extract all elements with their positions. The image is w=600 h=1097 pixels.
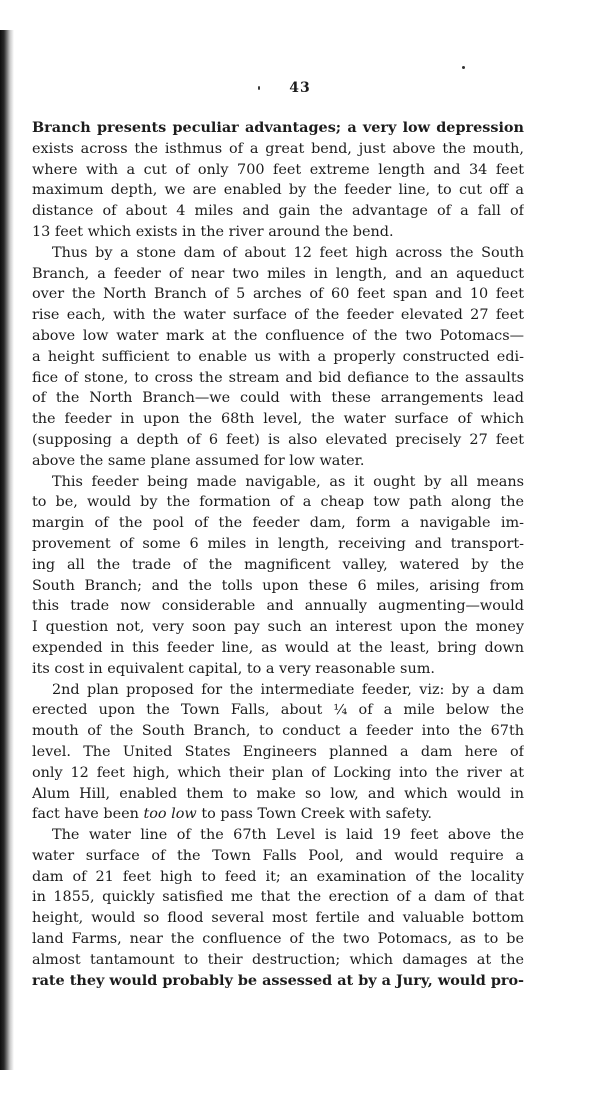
text-line: (supposing a depth of 6 feet) is also elevated precisely 27 feet — [32, 431, 524, 448]
text-line-with-emphasis — [32, 804, 524, 825]
ink-speck — [462, 66, 465, 69]
text-line: erected upon the Town Falls, about ¼ of a mile below the — [32, 702, 524, 719]
text-line: where with a cut of only 700 feet extreme length and 34 feet — [32, 161, 524, 178]
text-line: mouth of the South Branch, to conduct a feeder into the 67th — [32, 723, 524, 740]
text-segment: fact have been — [32, 806, 144, 823]
text-line: only 12 feet high, which their plan of Locking into the river at — [32, 764, 524, 781]
text-segment: to pass Town Creek with safety. — [196, 806, 432, 823]
text-line: level. The United States Engineers planned a dam here of — [32, 743, 524, 760]
paragraph-1 — [32, 118, 524, 243]
text-line: 13 feet which exists in the river around the bend. — [32, 223, 394, 240]
text-line: to be, would by the formation of a cheap tow path along the — [32, 494, 524, 511]
text-line: I question not, very soon pay such an interest upon the money — [32, 619, 524, 636]
text-line: Alum Hill, enabled them to make so low, and which would in — [32, 785, 524, 802]
text-line: land Farms, near the confluence of the two Potomacs, as to be — [32, 931, 524, 948]
text-line: water surface of the Town Falls Pool, and would require a — [32, 847, 524, 864]
text-line: 2nd plan proposed for the intermediate feeder, viz: by a dam — [52, 681, 524, 698]
body-text — [32, 118, 524, 991]
paragraph-4 — [32, 680, 524, 826]
text-line: This feeder being made navigable, as it ought by all means — [52, 473, 524, 490]
text-line: maximum depth, we are enabled by the feeder line, to cut off a — [32, 182, 524, 199]
text-line: rise each, with the water surface of the feeder elevated 27 feet — [32, 307, 524, 324]
paragraph-5 — [32, 825, 524, 991]
text-line: in 1855, quickly satisfied me that the erection of a dam of that — [32, 889, 524, 906]
text-line: expended in this feeder line, as would at the least, bring down — [32, 639, 524, 656]
text-line: rate they would probably be assessed at by a Jury, would pro- — [32, 971, 524, 989]
text-line: Branch, a feeder of near two miles in length, and an aqueduct — [32, 265, 524, 282]
text-line: Branch presents peculiar advantages; a very low depression — [32, 119, 524, 136]
text-line: the feeder in upon the 68th level, the water surface of which — [32, 411, 524, 428]
text-line: margin of the pool of the feeder dam, form a navigable im- — [32, 515, 524, 532]
text-line: South Branch; and the tolls upon these 6 miles, arising from — [32, 577, 524, 594]
text-line: height, would so flood several most fertile and valuable bottom — [32, 910, 524, 927]
text-line: fice of stone, to cross the stream and bid defiance to the assaults — [32, 369, 524, 386]
book-binding-edge — [0, 30, 14, 1070]
page-number: 43 — [289, 80, 311, 96]
text-line: distance of about 4 miles and gain the advantage of a fall of — [32, 203, 524, 220]
text-line: above low water mark at the confluence of the two Potomacs— — [32, 327, 524, 344]
text-line: a height sufficient to enable us with a properly constructed edi- — [32, 348, 524, 365]
paragraph-3 — [32, 472, 524, 680]
text-line: its cost in equivalent capital, to a very reasonable sum. — [32, 660, 435, 677]
text-line: dam of 21 feet high to feed it; an examination of the locality — [32, 868, 524, 885]
paragraph-2 — [32, 243, 524, 472]
text-line: provement of some 6 miles in length, receiving and transport- — [32, 535, 524, 552]
text-line: of the North Branch—we could with these arrangements lead — [32, 390, 524, 407]
text-line: almost tantamount to their destruction; which damages at the — [32, 951, 524, 968]
text-line: above the same plane assumed for low water. — [32, 452, 365, 469]
text-line: ing all the trade of the magnificent valley, watered by the — [32, 556, 524, 573]
text-line: this trade now considerable and annually augmenting—would — [32, 598, 524, 615]
text-line: Thus by a stone dam of about 12 feet high across the South — [52, 244, 524, 261]
text-line: exists across the isthmus of a great bend, just above the mouth, — [32, 140, 524, 157]
text-line: over the North Branch of 5 arches of 60 feet span and 10 feet — [32, 286, 524, 303]
text-line: The water line of the 67th Level is laid 19 feet above the — [52, 827, 524, 844]
emphasized-text: too low — [143, 806, 197, 823]
